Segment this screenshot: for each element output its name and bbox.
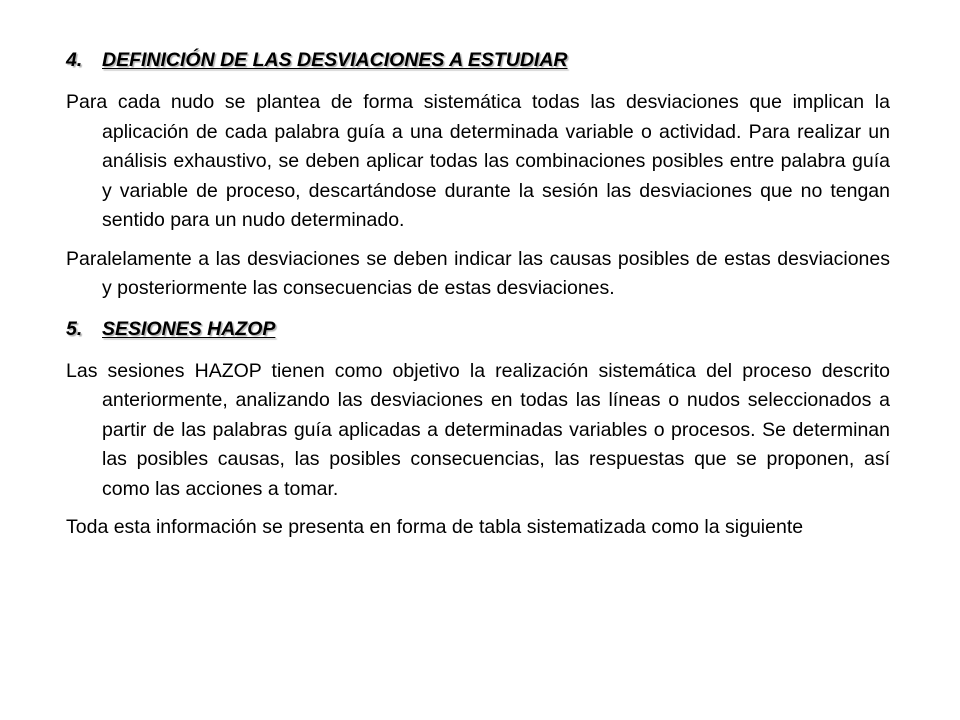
section-number: 5. — [66, 317, 83, 340]
paragraph-causas-consecuencias: Paralelamente a las desviaciones se deben indicar las causas posibles de estas desviaciones y posteriormente las consecuencias de estas desviaciones. — [66, 247, 890, 299]
section-number: 4. — [66, 49, 83, 71]
section-heading-sesiones-hazop — [66, 313, 890, 345]
paragraph-tabla-sistematizada: Toda esta información se presenta en forma de tabla sistematizada como la siguiente — [66, 516, 804, 538]
section-title: DEFINICIÓN DE LAS DESVIACIONES A ESTUDIAR — [102, 49, 568, 71]
section-heading-desviaciones — [66, 44, 890, 76]
section-title: SESIONES HAZOP — [102, 317, 276, 340]
paragraph-sesiones-objetivo: Las sesiones HAZOP tienen como objetivo la realización sistemática del proceso descrito anteriormente, analizando las desviaciones en todas las líneas o nudos seleccionados a partir de las palabras guía aplicadas a determinadas variables o procesos. Se determinan las posibles causas, las posibles consecuencias, las respuestas que se proponen, así como las acciones a tomar. — [66, 359, 890, 500]
paragraph-desviaciones-intro: Para cada nudo se plantea de forma sistemática todas las desviaciones que implican la aplicación de cada palabra guía a una determinada variable o actividad. Para realizar un análisis exhaustivo, se deben aplicar todas las combinaciones posibles entre palabra guía y variable de proceso, descartándose durante la sesión las desviaciones que no tengan sentido para un nudo determinado. — [66, 91, 890, 231]
